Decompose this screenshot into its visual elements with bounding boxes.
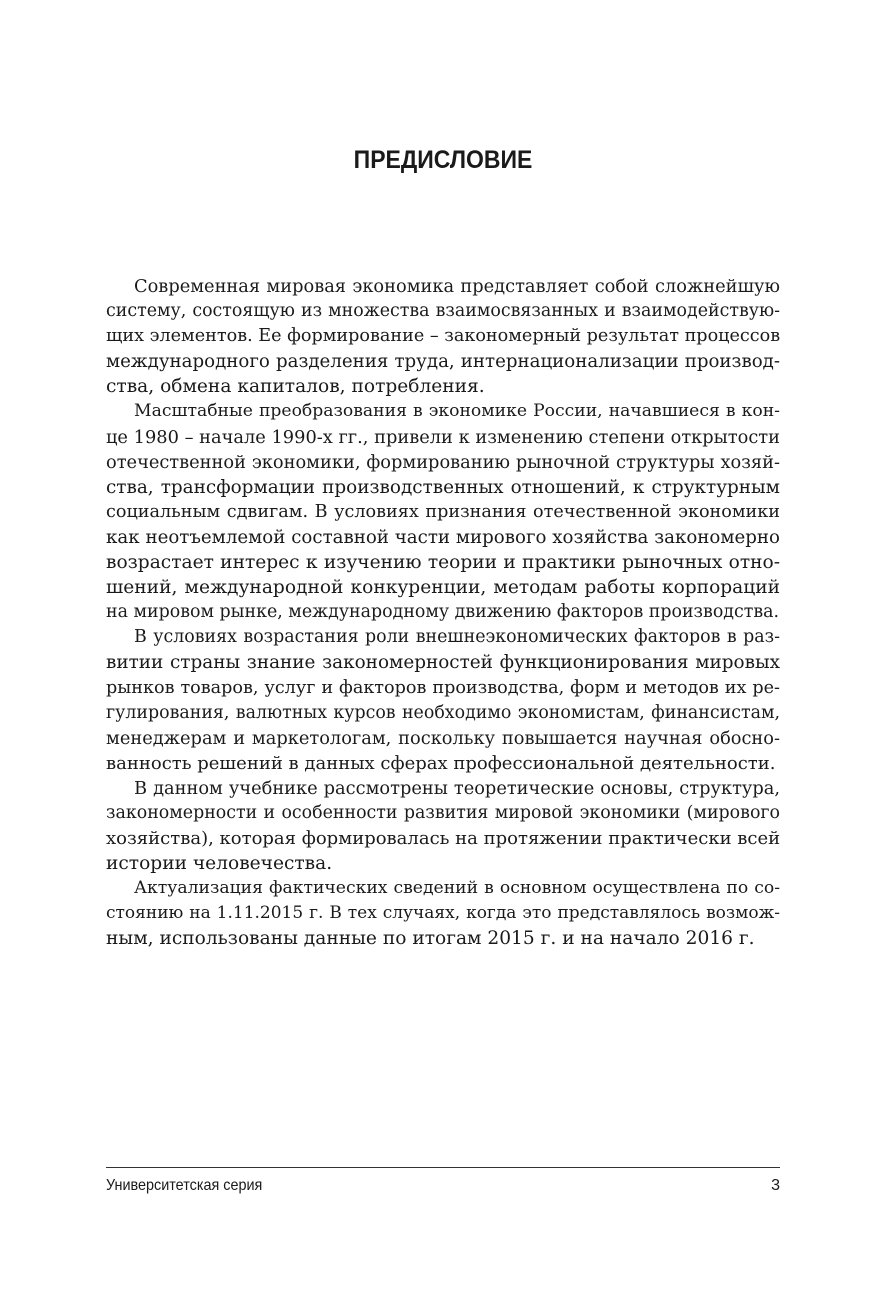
paragraph-4-line-3: хозяйства), которая формировалась на протяжении практически всей [106,828,781,850]
footer-divider [106,1167,780,1168]
paragraph-2-line-6: как неотъемлемой составной части мирового хозяйства закономерно [106,526,780,548]
page-number: 3 [771,1177,780,1194]
paragraph-3-line-4: гулирования, валютных курсов необходимо экономистам, финансистам, [106,702,780,723]
paragraph-4-line-1: В данном учебнике рассмотрены теоретические основы, структура, [134,777,780,799]
paragraph-2-line-8: шений, международной конкуренции, методам работы корпораций [106,577,780,599]
paragraph-2-line-2: це 1980 – начале 1990-х гг., привели к изменению степени открытости [106,426,780,448]
paragraph-2-line-3: отечественной экономики, формированию рыночной структуры хозяй- [106,451,780,473]
paragraph-2-line-7: возрастает интерес к изучению теории и практики рыночных отно- [106,552,780,574]
paragraph-1-line-1: Современная мировая экономика представляет собой сложнейшую [134,276,780,297]
footer-series-label: Университетская серия [106,1177,263,1194]
paragraph-2-line-9: на мировом рынке, международному движению факторов производства. [106,602,780,623]
paragraph-3-line-3: рынков товаров, услуг и факторов производства, форм и методов их ре- [106,677,780,698]
paragraph-3-line-5: менеджерам и маркетологам, поскольку повышается научная обосно- [106,727,780,749]
paragraph-4-line-4: истории человечества. [106,853,333,875]
paragraph-1-line-3: щих элементов. Ее формирование – закономерный результат процессов [106,326,781,347]
paragraph-5-line-2: стоянию на 1.11.2015 г. В тех случаях, когда это представлялось возмож- [106,903,780,924]
paragraph-3-line-2: витии страны знание закономерностей функционирования мировых [106,652,780,674]
paragraph-1-line-4: международного разделения труда, интернационализации производ- [106,351,780,373]
paragraph-5-line-1: Актуализация фактических сведений в основном осуществлена по со- [134,878,780,899]
paragraph-1-line-5: ства, обмена капиталов, потребления. [106,376,485,398]
paragraph-3-line-1: В условиях возрастания роли внешнеэкономических факторов в раз- [134,627,780,648]
paragraph-5-line-3: ным, использованы данные по итогам 2015 г. и на начало 2016 г. [106,928,755,950]
paragraph-1-line-2: систему, состоящую из множества взаимосвязанных и взаимодействую- [106,301,780,322]
paragraph-2-line-4: ства, трансформации производственных отношений, к структурным [106,476,780,498]
page-title: ПРЕДИСЛОВИЕ [353,146,533,174]
preface-body [106,274,780,952]
paragraph-4-line-2: закономерности и особенности развития мировой экономики (мирового [106,802,780,823]
paragraph-2-line-5: социальным сдвигам. В условиях признания отечественной экономики [106,501,780,522]
paragraph-3-line-6: ванность решений в данных сферах профессиональной деятельности. [106,752,776,774]
paragraph-2-line-1: Масштабные преобразования в экономике России, начавшиеся в кон- [134,401,780,422]
